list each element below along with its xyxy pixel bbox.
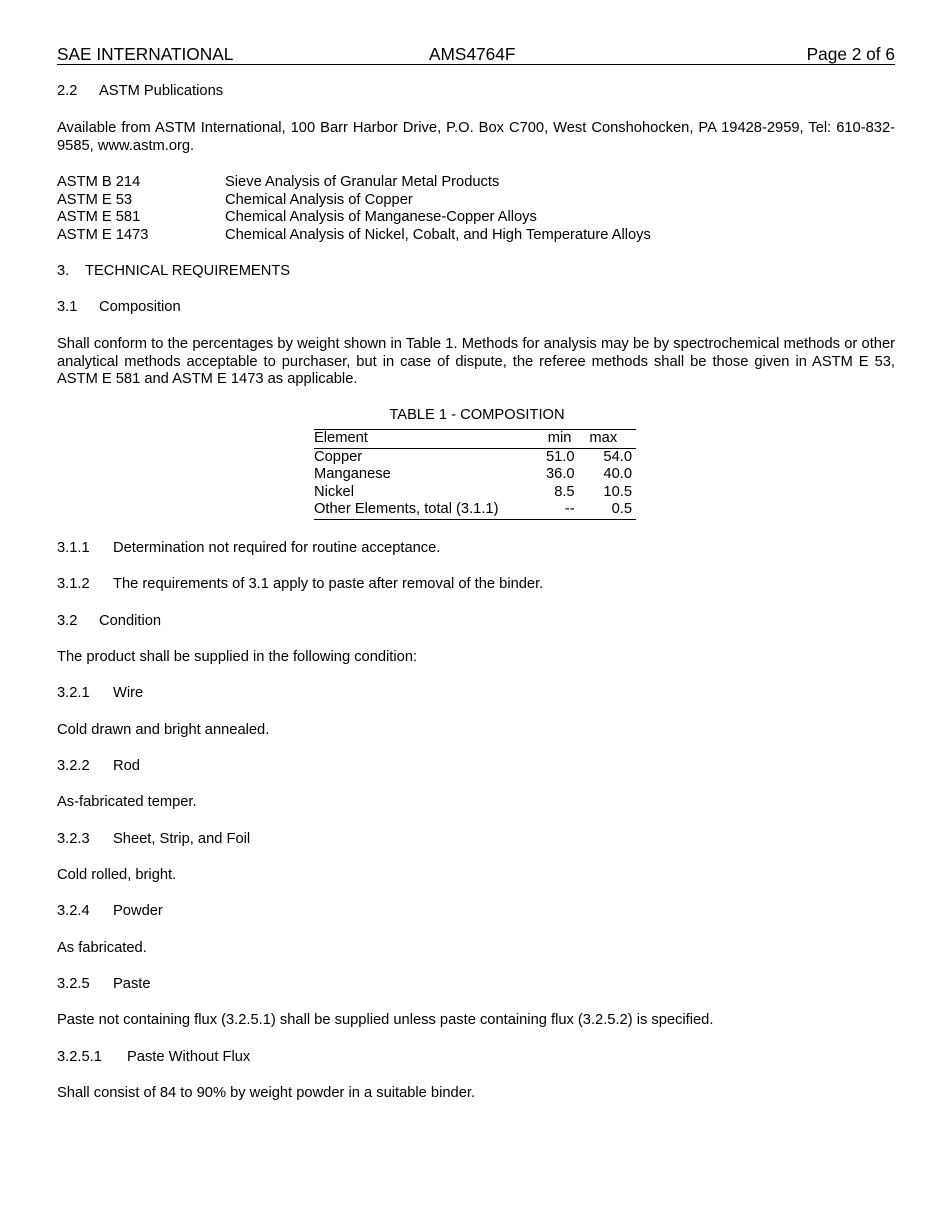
reference-code: ASTM E 53 bbox=[57, 191, 133, 208]
section-number: 3.1 bbox=[57, 299, 78, 315]
table-row bbox=[314, 501, 636, 519]
cell-max: 54.0 bbox=[603, 448, 632, 465]
header-element: Element bbox=[314, 430, 545, 449]
cell-max: 10.5 bbox=[603, 483, 632, 500]
reference-code: ASTM B 214 bbox=[57, 174, 141, 190]
cell-min: -- bbox=[545, 501, 575, 519]
section-title: ASTM Publications bbox=[99, 83, 224, 99]
reference-list bbox=[57, 174, 651, 245]
section-number: 3.2.3 bbox=[57, 831, 90, 847]
section-3-2-1-body: Cold drawn and bright annealed. bbox=[57, 722, 270, 738]
section-number: 3.1.2 bbox=[57, 576, 90, 592]
cell-min: 8.5 bbox=[554, 483, 575, 500]
cell-element: Manganese bbox=[314, 466, 391, 483]
cell-element: Nickel bbox=[314, 483, 354, 500]
section-number: 3.2.1 bbox=[57, 685, 90, 701]
section-3-2-5-heading bbox=[57, 976, 895, 994]
header-page-number: Page 2 of 6 bbox=[806, 44, 895, 64]
section-3-2-3-heading bbox=[57, 831, 895, 849]
header-doc-id: AMS4764F bbox=[429, 44, 516, 64]
section-title: Paste Without Flux bbox=[127, 1049, 251, 1065]
reference-item bbox=[57, 174, 651, 192]
reference-code: ASTM E 1473 bbox=[57, 227, 149, 244]
section-3-heading bbox=[57, 263, 895, 281]
section-title: Paste bbox=[113, 976, 151, 992]
section-2-2-body: Available from ASTM International, 100 Barr Harbor Drive, P.O. Box C700, West Conshohocken, PA 19428-2959, Tel: 610-832-9585, www.astm.org. bbox=[57, 120, 895, 154]
reference-item bbox=[57, 209, 651, 227]
section-3-2-5-1-heading bbox=[57, 1049, 895, 1067]
reference-item bbox=[57, 227, 651, 245]
section-number: 3.1.1 bbox=[57, 540, 90, 556]
section-title: Composition bbox=[99, 299, 181, 315]
table-header-row bbox=[314, 430, 636, 449]
cell-max: 0.5 bbox=[575, 501, 636, 519]
page-header bbox=[57, 44, 895, 65]
cell-element: Other Elements, total (3.1.1) bbox=[314, 501, 545, 519]
section-number: 3.2.5 bbox=[57, 976, 90, 992]
section-3-2-4-body: As fabricated. bbox=[57, 940, 147, 956]
section-number: 2.2 bbox=[57, 83, 78, 99]
section-number: 3.2.4 bbox=[57, 903, 90, 919]
reference-code: ASTM E 581 bbox=[57, 209, 141, 226]
section-title: TECHNICAL REQUIREMENTS bbox=[85, 263, 291, 279]
section-text: The requirements of 3.1 apply to paste after removal of the binder. bbox=[113, 576, 544, 592]
reference-title: Chemical Analysis of Copper bbox=[225, 191, 413, 208]
section-2-2-heading bbox=[57, 83, 895, 101]
table-row bbox=[314, 448, 636, 466]
section-number: 3.2.5.1 bbox=[57, 1049, 102, 1065]
section-3-2-heading bbox=[57, 613, 895, 631]
header-org: SAE INTERNATIONAL bbox=[57, 44, 234, 64]
section-3-2-4-heading bbox=[57, 903, 895, 921]
section-title: Wire bbox=[113, 685, 144, 701]
table-row bbox=[314, 466, 636, 484]
section-3-2-5-1-body: Shall consist of 84 to 90% by weight powder in a suitable binder. bbox=[57, 1085, 476, 1101]
section-title: Sheet, Strip, and Foil bbox=[113, 831, 251, 847]
composition-table bbox=[314, 429, 636, 520]
header-max: max bbox=[575, 430, 636, 449]
section-number: 3.2 bbox=[57, 613, 78, 629]
section-3-1-2 bbox=[57, 576, 895, 594]
reference-title: Sieve Analysis of Granular Metal Products bbox=[225, 174, 500, 190]
section-3-1-body: Shall conform to the percentages by weight shown in Table 1. Methods for analysis may be by spectrochemical methods or other analytical methods acceptable to purchaser, but in case of dispute, the referee methods shall be those given in ASTM E 53, ASTM E 581 and ASTM E 1473 as applicable. bbox=[57, 336, 895, 387]
reference-title: Chemical Analysis of Manganese-Copper Alloys bbox=[225, 209, 537, 226]
section-3-2-5-body: Paste not containing flux (3.2.5.1) shall be supplied unless paste containing flux (3.2.5.2) is specified. bbox=[57, 1012, 714, 1028]
table-row bbox=[314, 484, 636, 502]
section-title: Powder bbox=[113, 903, 163, 919]
cell-min: 51.0 bbox=[546, 448, 575, 465]
cell-max: 40.0 bbox=[603, 466, 632, 483]
section-title: Condition bbox=[99, 613, 162, 629]
reference-item bbox=[57, 192, 651, 210]
section-text: Determination not required for routine acceptance. bbox=[113, 540, 441, 556]
section-3-2-body: The product shall be supplied in the following condition: bbox=[57, 649, 418, 665]
cell-element: Copper bbox=[314, 448, 363, 465]
section-number: 3.2.2 bbox=[57, 758, 90, 774]
section-title: Rod bbox=[113, 758, 140, 774]
section-3-2-2-body: As-fabricated temper. bbox=[57, 794, 197, 810]
section-3-2-1-heading bbox=[57, 685, 895, 703]
section-3-2-2-heading bbox=[57, 758, 895, 776]
section-3-2-3-body: Cold rolled, bright. bbox=[57, 867, 177, 883]
table-title: TABLE 1 - COMPOSITION bbox=[389, 407, 565, 423]
section-3-1-1 bbox=[57, 540, 895, 558]
section-number: 3. bbox=[57, 263, 70, 279]
reference-title: Chemical Analysis of Nickel, Cobalt, and High Temperature Alloys bbox=[225, 227, 651, 244]
header-min: min bbox=[545, 430, 575, 449]
section-3-1-heading bbox=[57, 299, 895, 317]
cell-min: 36.0 bbox=[546, 466, 575, 483]
